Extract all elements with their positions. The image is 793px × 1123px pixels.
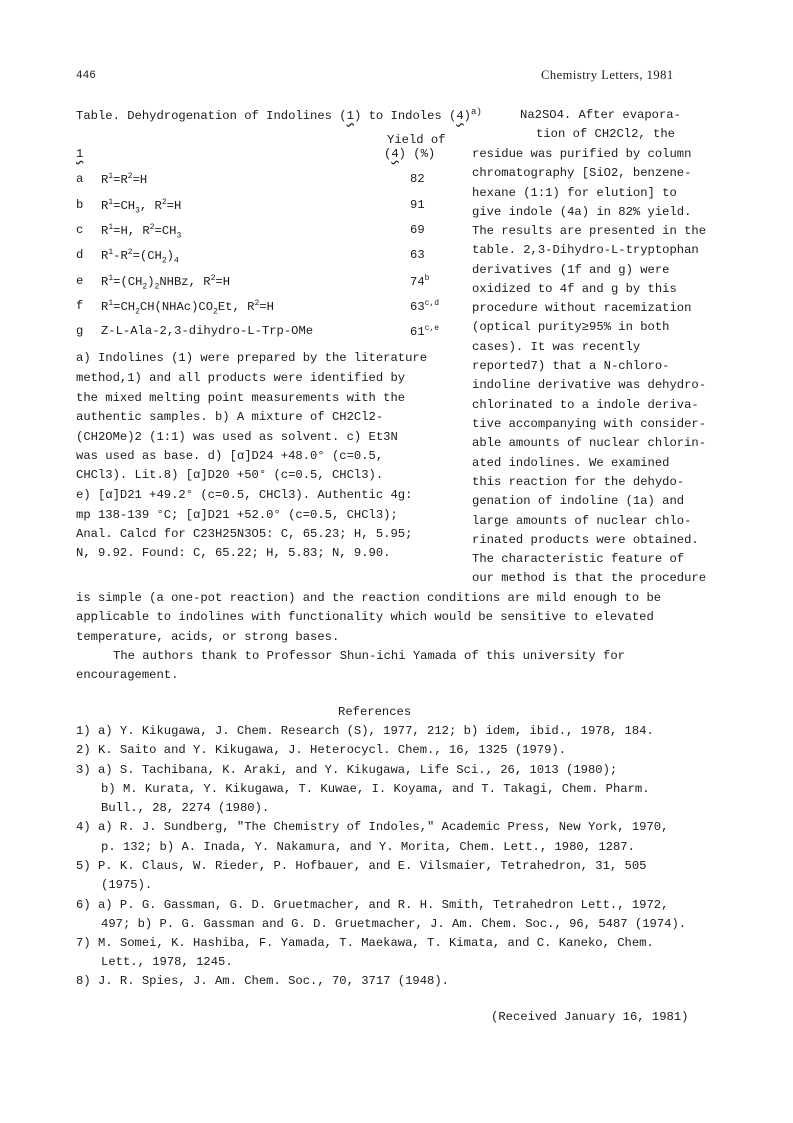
table-row-desc: Z-L-Ala-2,3-dihydro-L-Trp-OMe [101, 324, 314, 338]
table-row-id: f [76, 299, 84, 313]
reference-line: 7) M. Somei, K. Hashiba, F. Yamada, T. Maekawa, T. Kimata, and C. Kaneko, Chem. [76, 936, 654, 950]
body-line: this reaction for the dehydo- [472, 475, 685, 489]
reference-line: 8) J. R. Spies, J. Am. Chem. Soc., 70, 3717 (1948). [76, 974, 449, 988]
body-line: cases). It was recently [472, 340, 641, 354]
footnote-line: a) Indolines (1) were prepared by the literature [76, 351, 428, 365]
reference-line: 1) a) Y. Kikugawa, J. Chem. Research (S), 1977, 212; b) idem, ibid., 1978, 184. [76, 724, 654, 738]
table-row-desc: $R^1=H$, $R^2=CH_3$ [101, 223, 182, 241]
table-row-yield: 74$^b$ [410, 274, 430, 290]
body-line: is simple (a one-pot reaction) and the reaction conditions are mild enough to be [76, 591, 662, 605]
body-line: oxidized to 4f and g by this [472, 282, 677, 296]
reference-line: p. 132; b) A. Inada, Y. Nakamura, and Y. Morita, Chem. Lett., 1980, 1287. [101, 840, 635, 854]
footnote-line: was used as base. d) [α]D24 +48.0° (c=0.5, [76, 449, 384, 463]
reference-line: 2) K. Saito and Y. Kikugawa, J. Heterocycl. Chem., 16, 1325 (1979). [76, 743, 567, 757]
references-title: References [338, 705, 412, 719]
table-row-id: b [76, 198, 84, 212]
body-line: our method is that the procedure [472, 571, 707, 585]
reference-line: (1975). [101, 878, 153, 892]
body-line: procedure without racemization [472, 301, 692, 315]
table-row-id: a [76, 172, 84, 186]
footnote-line: N, 9.92. Found: C, 65.22; H, 5.83; N, 9.90. [76, 546, 391, 560]
acknowledgment-line: The authors thank to Professor Shun-ichi Yamada of this university for [113, 649, 625, 663]
table-row-desc: $R^1=R^2=H$ [101, 172, 148, 188]
body-line: residue was purified by column [472, 147, 692, 161]
table-row-id: c [76, 223, 84, 237]
footnote-line: authentic samples. b) A mixture of CH2Cl2- [76, 410, 384, 424]
body-line: hexane (1:1) for elution] to [472, 186, 677, 200]
body-line: temperature, acids, or strong bases. [76, 630, 340, 644]
table-col-1: 1 [76, 147, 84, 161]
body-line: genation of indoline (1a) and [472, 494, 685, 508]
body-line: (optical purity≥95% in both [472, 320, 670, 334]
table-row-desc: $R^1=CH_2CH(NHAc)CO_2Et$, $R^2=H$ [101, 299, 274, 317]
footnote-line: Anal. Calcd for C23H25N3O5: C, 65.23; H, 5.95; [76, 527, 413, 541]
table-row-yield: 61$^{c,e}$ [410, 324, 440, 340]
table-row-yield: 69 [410, 223, 425, 237]
page-number: 446 [76, 70, 96, 82]
table-row-yield: 91 [410, 198, 425, 212]
footnote-line: method,1) and all products were identified by [76, 371, 406, 385]
reference-line: 497; b) P. G. Gassman and G. D. Gruetmacher, J. Am. Chem. Soc., 96, 5487 (1974). [101, 917, 687, 931]
table-title: Table. Dehydrogenation of Indolines (1) to Indoles $(4)^{a)}$ [76, 107, 482, 124]
reference-line: b) M. Kurata, Y. Kikugawa, T. Kuwae, I. Koyama, and T. Takagi, Chem. Pharm. [101, 782, 650, 796]
table-row-yield: 63 [410, 248, 425, 262]
body-line: tion of CH2Cl2, the [536, 127, 675, 141]
body-line: indoline derivative was dehydro- [472, 378, 707, 392]
received-date: (Received January 16, 1981) [491, 1010, 689, 1024]
footnote-line: CHCl3). Lit.8) [α]D20 +50° (c=0.5, CHCl3). [76, 468, 384, 482]
reference-line: 6) a) P. G. Gassman, G. D. Gruetmacher, and R. H. Smith, Tetrahedron Lett., 1972, [76, 898, 669, 912]
reference-line: 4) a) R. J. Sundberg, "The Chemistry of Indoles," Academic Press, New York, 1970, [76, 820, 669, 834]
table-row-id: g [76, 324, 84, 338]
table-col-yield-1: Yield of [387, 133, 446, 147]
reference-line: Bull., 28, 2274 (1980). [101, 801, 270, 815]
body-line: tive accompanying with consider- [472, 417, 707, 431]
table-row-yield: 82 [410, 172, 425, 186]
table-row-id: e [76, 274, 84, 288]
body-line: reported7) that a N-chloro- [472, 359, 670, 373]
body-line: Na2SO4. After evapora- [520, 108, 681, 122]
table-row-desc: $R^1=(CH_2)_2NHBz$, $R^2=H$ [101, 274, 231, 292]
reference-line: 5) P. K. Claus, W. Rieder, P. Hofbauer, and E. Vilsmaier, Tetrahedron, 31, 505 [76, 859, 647, 873]
body-line: The results are presented in the [472, 224, 707, 238]
body-line: applicable to indolines with functionality which would be sensitive to elevated [76, 610, 654, 624]
table-row-desc: $R^1-R^2=(CH_2)_4$ [101, 248, 179, 266]
body-line: table. 2,3-Dihydro-L-tryptophan [472, 243, 699, 257]
body-line: able amounts of nuclear chlorin- [472, 436, 707, 450]
table-row-desc: $R^1=CH_3$, $R^2=H$ [101, 198, 182, 216]
reference-line: Lett., 1978, 1245. [101, 955, 233, 969]
journal-header: Chemistry Letters, 1981 [541, 68, 674, 82]
body-line: chlorinated to a indole deriva- [472, 398, 699, 412]
table-row-id: d [76, 248, 84, 262]
body-line: derivatives (1f and g) were [472, 263, 670, 277]
footnote-line: mp 138-139 °C; [α]D21 +52.0° (c=0.5, CHCl3); [76, 508, 398, 522]
footnote-line: the mixed melting point measurements with the [76, 391, 406, 405]
table-row-yield: 63$^{c,d}$ [410, 299, 440, 315]
reference-line: 3) a) S. Tachibana, K. Araki, and Y. Kikugawa, Life Sci., 26, 1013 (1980); [76, 763, 618, 777]
body-line: ated indolines. We examined [472, 456, 670, 470]
body-line: chromatography [SiO2, benzene- [472, 166, 692, 180]
acknowledgment-line: encouragement. [76, 668, 179, 682]
body-line: large amounts of nuclear chlo- [472, 514, 692, 528]
body-line: The characteristic feature of [472, 552, 685, 566]
body-line: give indole (4a) in 82% yield. [472, 205, 692, 219]
footnote-line: (CH2OMe)2 (1:1) was used as solvent. c) Et3N [76, 430, 398, 444]
footnote-line: e) [α]D21 +49.2° (c=0.5, CHCl3). Authentic 4g: [76, 488, 413, 502]
body-line: rinated products were obtained. [472, 533, 699, 547]
table-col-yield-2: (4) (%) [384, 147, 436, 161]
